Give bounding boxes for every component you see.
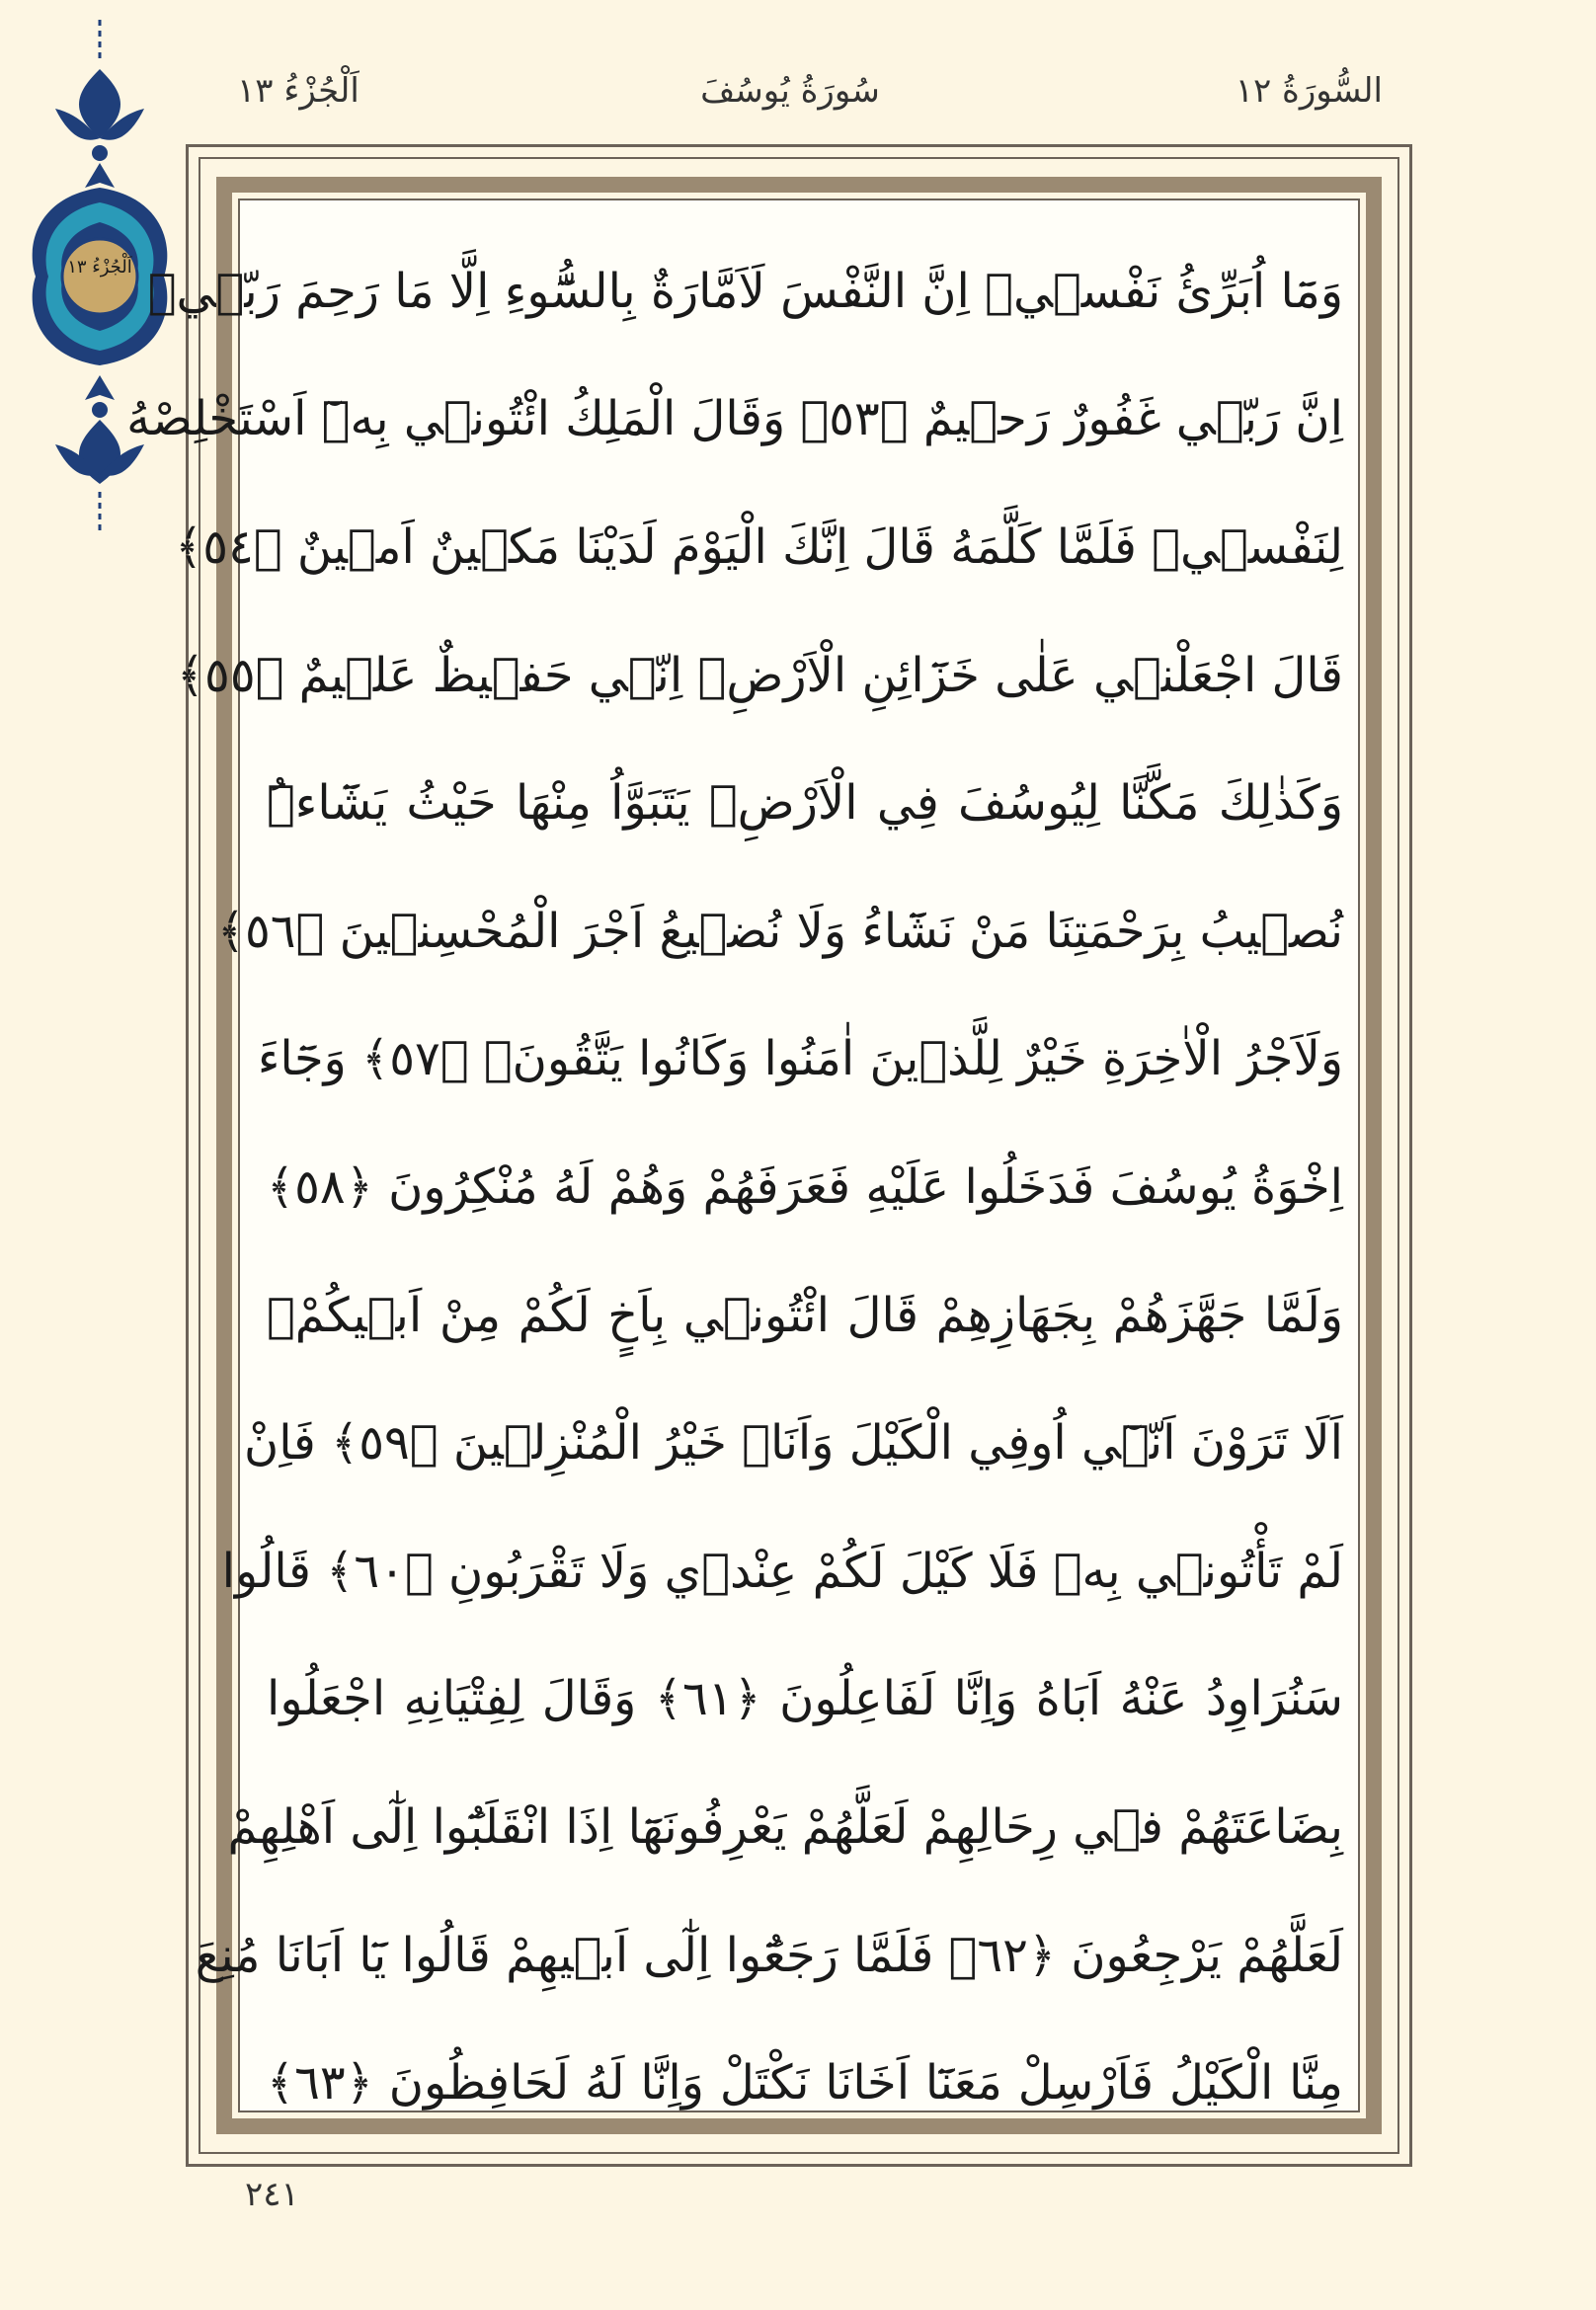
text-line: وَكَذٰلِكَ مَكَّنَّا لِيُوسُفَ فِي الْاَرْضِۚ يَتَبَوَّاُ مِنْهَا حَيْثُ يَشَٓاءُۜ (267, 775, 1343, 832)
juz-label: اَلْجُزْءُ ١٣ (237, 71, 359, 111)
text-line: وَمَٓا اُبَرِّئُ نَفْس۪يۚ اِنَّ النَّفْسَ لَاَمَّارَةٌ بِالسُّٓوءِ اِلَّا مَا رَحِمَ رَبّ۪يۜ (147, 263, 1343, 319)
text-line: نُص۪يبُ بِرَحْمَتِنَا مَنْ نَشَٓاءُ وَلَا نُض۪يعُ اَجْرَ الْمُحْسِن۪ينَ ﴿٥٦﴾ (216, 903, 1343, 959)
text-line: اِخْوَةُ يُوسُفَ فَدَخَلُوا عَلَيْهِ فَعَرَفَهُمْ وَهُمْ لَهُ مُنْكِرُونَ ﴿٥٨﴾ (267, 1158, 1343, 1215)
sura-title: سُورَةُ يُوسُفَ (700, 71, 880, 111)
sura-number-label: السُّورَةُ ١٢ (1235, 71, 1383, 111)
text-line: وَلَاَجْرُ الْاٰخِرَةِ خَيْرٌ لِلَّذ۪ينَ اٰمَنُوا وَكَانُوا يَتَّقُونَ۟ ﴿٥٧﴾ وَجَٓاءَ (257, 1031, 1343, 1087)
text-line: اِنَّ رَبّ۪ي غَفُورٌ رَح۪يمٌ ﴿٥٣﴾ وَقَالَ الْمَلِكُ ائْتُون۪ي بِه۪ٓ اَسْتَخْلِصْهُ (126, 391, 1343, 447)
page-number: ٢٤١ (245, 2175, 299, 2214)
text-line: مِنَّا الْكَيْلُ فَاَرْسِلْ مَعَنَٓا اَخَانَا نَكْتَلْ وَاِنَّا لَهُ لَحَافِظُونَ ﴿٦٣﴾ (267, 2055, 1343, 2111)
page-header (198, 71, 1383, 130)
text-line: بِضَاعَتَهُمْ ف۪ي رِحَالِهِمْ لَعَلَّهُمْ يَعْرِفُونَهَٓا اِذَا انْقَلَبُٓوا اِلٰٓى اَهْلِهِمْ (227, 1798, 1343, 1855)
text-line: لَمْ تَأْتُون۪ي بِه۪ فَلَا كَيْلَ لَكُمْ عِنْد۪ي وَلَا تَقْرَبُونِ ﴿٦٠﴾ قَالُوا (221, 1543, 1343, 1599)
text-line: لَعَلَّهُمْ يَرْجِعُونَ ﴿٦٢﴾ فَلَمَّا رَجَعُٓوا اِلٰٓى اَب۪يهِمْ قَالُوا يَٓا اَبَانَا مُنِعَ (195, 1927, 1343, 1983)
text-line: سَنُرَاوِدُ عَنْهُ اَبَاهُ وَاِنَّا لَفَاعِلُونَ ﴿٦١﴾ وَقَالَ لِفِتْيَانِهِ اجْعَلُوا (267, 1671, 1343, 1727)
text-line: اَلَا تَرَوْنَ اَنّ۪ٓي اُوفِي الْكَيْلَ وَاَنَا۬ خَيْرُ الْمُنْزِل۪ينَ ﴿٥٩﴾ فَاِنْ (244, 1415, 1343, 1472)
quran-text (126, 227, 1343, 2147)
juz-ornament-text: اَلْجُزْءُ ١٣ (67, 257, 132, 278)
text-line: قَالَ اجْعَلْن۪ي عَلٰى خَزَٓائِنِ الْاَرْضِۚ اِنّ۪ي حَف۪يظٌ عَل۪يمٌ ﴿٥٥﴾ (176, 647, 1343, 703)
text-line: لِنَفْس۪يۚ فَلَمَّا كَلَّمَهُ قَالَ اِنَّكَ الْيَوْمَ لَدَيْنَا مَك۪ينٌ اَم۪ينٌ ﴿٥٤﴾ (175, 518, 1343, 575)
text-line: وَلَمَّا جَهَّزَهُمْ بِجَهَازِهِمْ قَالَ ائْتُون۪ي بِاَخٍ لَكُمْ مِنْ اَب۪يكُمْۚ (267, 1287, 1343, 1343)
